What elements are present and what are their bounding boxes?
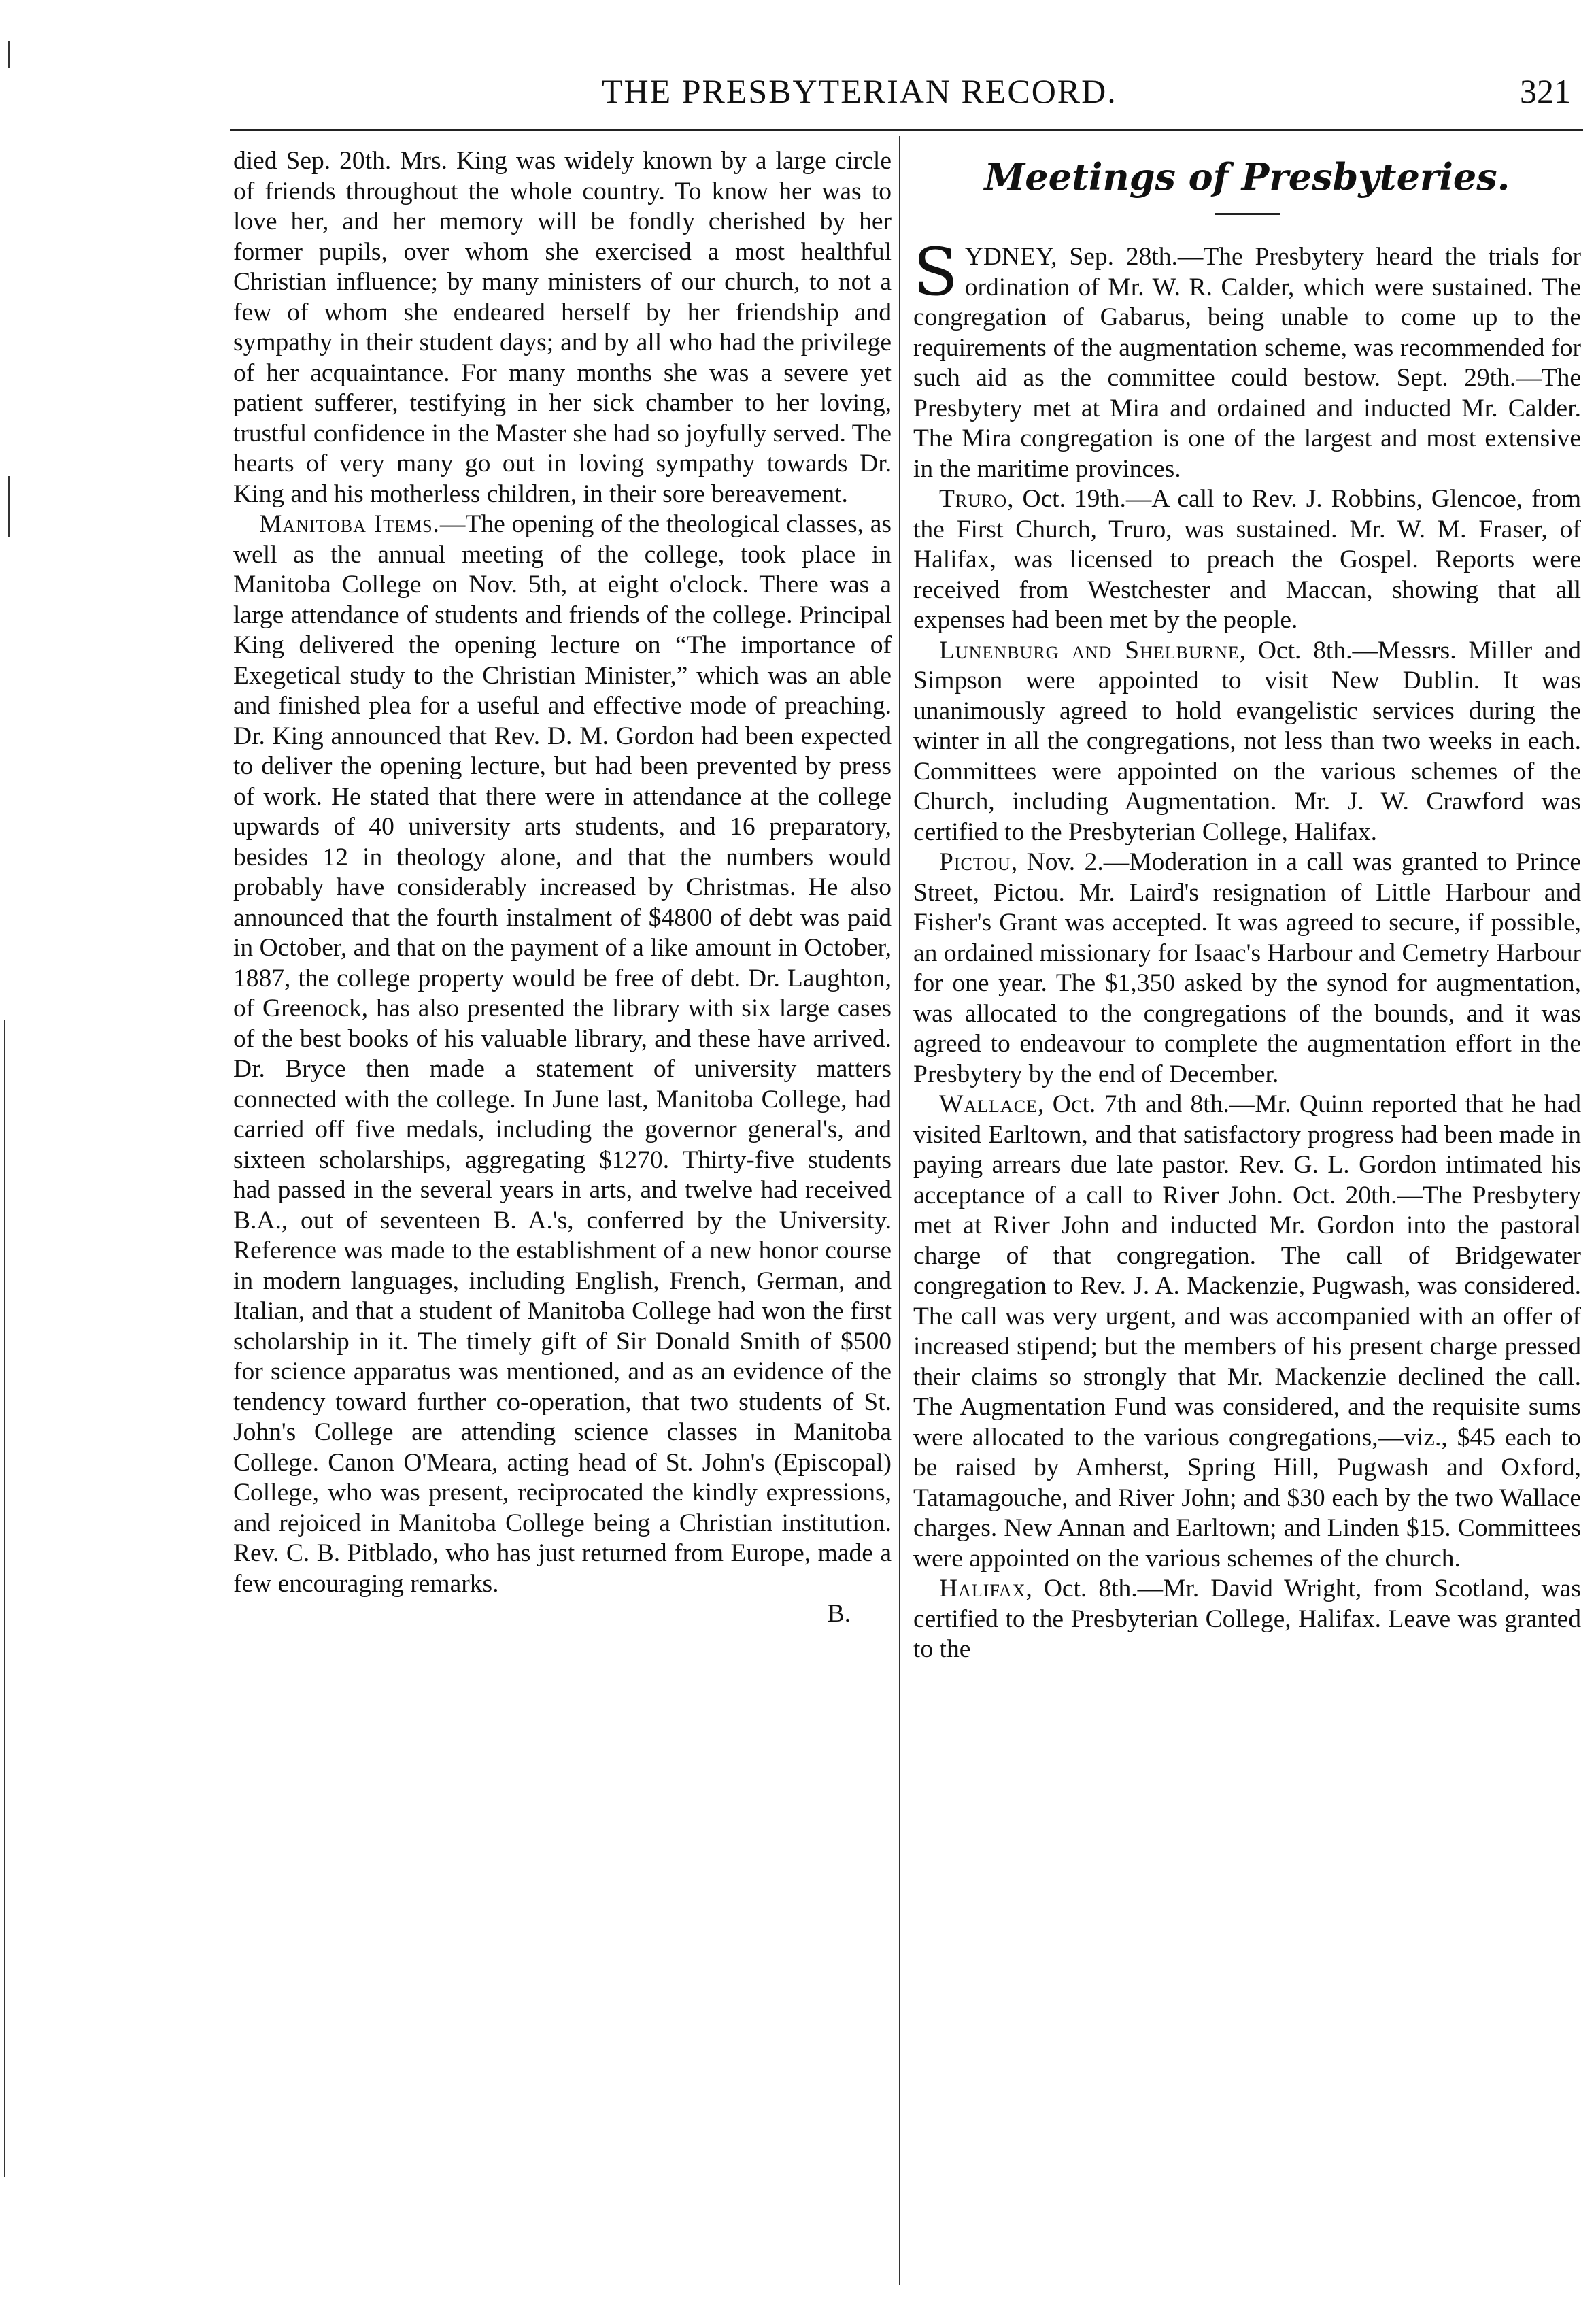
wallace-paragraph: [913, 1090, 1581, 1574]
left-column: [233, 146, 892, 1630]
signature: B.: [827, 1600, 851, 1628]
running-title: THE PRESBYTERIAN RECORD.: [602, 72, 1117, 110]
pictou-paragraph: [913, 848, 1581, 1090]
right-column: [913, 146, 1581, 1665]
pictou-text: , Nov. 2.—Moderation in a call was granted to Prince Street, Pictou. Mr. Laird's resignation of Little Harbour and Fisher's Grant was accepted. It was agreed to secure, if possible, an ordained missionary for Isaac's Harbour and Cemetry Harbour for one year. The $1,350 asked by the synod for augmentation, was allocated to the congregations of the bounds, and it was agreed to endeavour to complete the augmentation effort in the Presbytery by the end of December.: [913, 848, 1581, 1088]
column-divider: [899, 136, 900, 2285]
obituary-paragraph: died Sep. 20th. Mrs. King was widely known by a large circle of friends throughout the whole country. To know her was to love her, and her memory will be fondly cherished by her former pupils, over whom she exercised a most healthful Christian influence; by many ministers of our church, to not a few of whom she endeared herself by her friendship and sympathy in their student days; and by all who had the privilege of her acquaintance. For many months she was a severe yet patient sufferer, testifying in her sick chamber to her loving, trustful confidence in the Master she had so joyfully served. The hearts of very many go out in loving sympathy towards Dr. King and his motherless children, in their sore bereavement.: [233, 147, 892, 508]
drop-cap: S: [913, 234, 958, 310]
scan-edge: [0, 0, 27, 2314]
lunenburg-text: , Oct. 8th.—Messrs. Miller and Simpson were appointed to visit New Dublin. It was unanimously agreed to hold evangelistic services during the winter in all the congregations, not less than two weeks in each. Committees were appointed on the various schemes of the Church, including Augmentation. Mr. J. W. Crawford was certified to the Presbyterian College, Halifax.: [913, 636, 1581, 846]
page-header: [235, 71, 1581, 119]
wallace-text: , Oct. 7th and 8th.—Mr. Quinn reported that he had visited Earltown, and that satisfactory progress had been made in paying arrears due late pastor. Rev. G. L. Gordon intimated his acceptance of a call to River John. Oct. 20th.—The Presbytery met at River John and inducted Mr. Gordon into the pastoral charge of that congregation. The call of Bridgewater congregation to Rev. J. A. Mackenzie, Pugwash, was considered. The call was very urgent, and was accompanied with an offer of increased stipend; but the members of his present charge pressed their claims so strongly that Mr. Mackenzie declined the call. The Augmentation Fund was considered, and the requisite sums were allocated to the various congregations,—viz., $45 each to be raised by Amherst, Spring Hill, Pugwash and Oxford, Tatamagouche, and River John; and $30 each by the two Wallace charges. New Annan and Earltown; and Linden $15. Committees were appointed on the various schemes of the church.: [913, 1090, 1581, 1573]
manitoba-items-lead: Manitoba Items.: [259, 510, 440, 538]
sydney-paragraph: [913, 234, 1581, 484]
wallace-lead: Wallace: [939, 1090, 1038, 1118]
page-number: 321: [1520, 72, 1571, 110]
lunenburg-lead: Lunenburg and Shelburne: [939, 636, 1240, 665]
section-rule: [1215, 213, 1280, 215]
pictou-lead: Pictou: [939, 848, 1011, 876]
section-title: Meetings of Presbyteries.: [984, 155, 1510, 199]
manitoba-items-paragraph: [233, 509, 892, 1599]
truro-paragraph: [913, 484, 1581, 636]
sydney-text: YDNEY, Sep. 28th.—The Presbytery heard the trials for ordination of Mr. W. R. Calder, which were sustained. The congregation of Gabarus, being unable to come up to the requirements of the augmentation scheme, was recommended for such aid as the committee could bestow. Sept. 29th.—The Presbytery met at Mira and ordained and inducted Mr. Calder. The Mira congregation is one of the largest and most extensive in the maritime provinces.: [913, 243, 1581, 483]
halifax-text: , Oct. 8th.—Mr. David Wright, from Scotland, was certified to the Presbyterian College, Halifax. Leave was granted to the: [913, 1575, 1581, 1663]
manitoba-items-text: —The opening of the theological classes, as well as the annual meeting of the college, took place in Manitoba College on Nov. 5th, at eight o'clock. There was a large attendance of students and friends of the college. Principal King delivered the opening lecture on “The importance of Exegetical study to the Christian Minister,” which was an able and finished plea for a useful and effective mode of preaching. Dr. King announced that Rev. D. M. Gordon had been expected to deliver the opening lecture, but had been prevented by press of work. He stated that there were in attendance at the college upwards of 40 university arts students, and 16 preparatory, besides 12 in theology alone, and that the numbers would probably have considerably increased by Christmas. He also announced that the fourth instalment of $4800 of debt was paid in October, and that on the payment of a like amount in October, 1887, the college property would be free of debt. Dr. Laughton, of Greenock, has also presented the library with six large cases of the best books of his valuable library, and these have arrived. Dr. Bryce then made a statement of university matters connected with the college. In June last, Manitoba College, had carried off five medals, including the governor general's, and sixteen scholarships, aggregating $1270. Thirty-five students had passed in the several years in arts, and twelve had received B.A., out of seventeen B. A.'s, conferred by the University. Reference was made to the establishment of a new honor course in modern languages, including English, French, German, and Italian, and that a student of Manitoba College had won the first scholarship in it. The timely gift of Sir Donald Smith of $500 for science apparatus was mentioned, and as an evidence of the tendency toward further co-operation, that two students of St. John's College are attending science classes in Manitoba College. Canon O'Meara, acting head of St. John's (Episcopal) College, who was present, reciprocated the kindly expressions, and rejoiced in Manitoba College being a Christian institution. Rev. C. B. Pitblado, who has just returned from Europe, made a few encouraging remarks.: [233, 510, 892, 1598]
header-rule: [230, 129, 1583, 131]
halifax-lead: Halifax: [939, 1575, 1026, 1603]
lunenburg-paragraph: [913, 636, 1581, 848]
truro-lead: Truro: [939, 485, 1008, 513]
halifax-paragraph: [913, 1574, 1581, 1665]
truro-text: , Oct. 19th.—A call to Rev. J. Robbins, Glencoe, from the First Church, Truro, was sustained. Mr. W. M. Fraser, of Halifax, was licensed to preach the Gospel. Reports were received from Westchester and Maccan, showing that all expenses had been met by the people.: [913, 485, 1581, 634]
